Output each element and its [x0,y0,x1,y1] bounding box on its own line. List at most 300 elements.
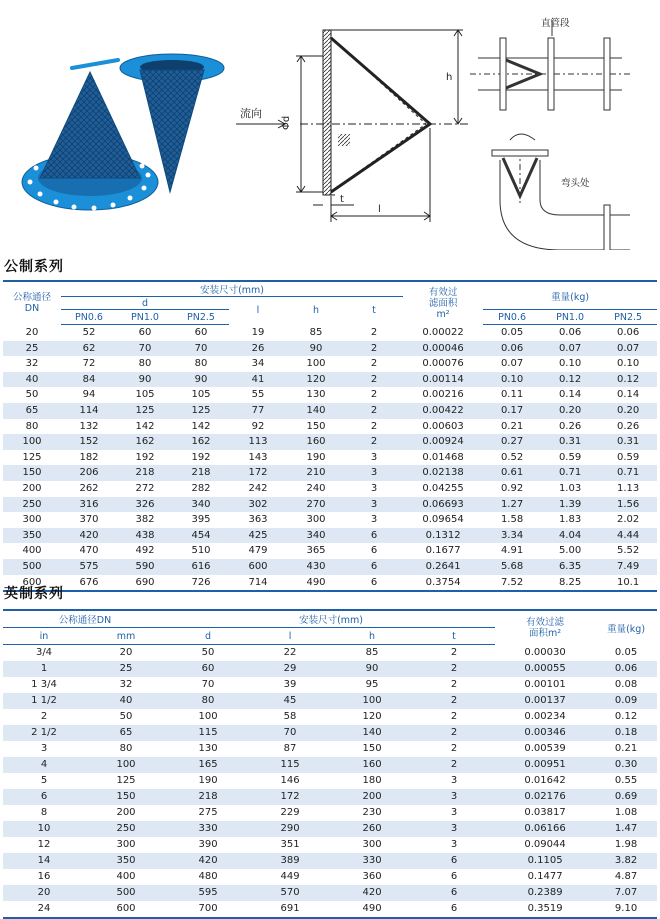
table-cell: 0.06693 [403,497,483,513]
table-cell: 80 [194,358,208,370]
table-cell: 1.83 [558,514,582,526]
table-cell: 0.17 [483,403,541,419]
table-cell: 94 [82,389,96,401]
table-cell: 0.30 [595,757,657,773]
table-cell: 62 [61,341,117,357]
table-cell: 192 [135,451,155,463]
table-cell: 4 [3,757,85,773]
table-cell: 19 [251,326,265,338]
table-cell: 65 [85,725,167,741]
table-cell: 370 [79,514,99,526]
table-cell: 6 [413,853,495,869]
table-cell: 25 [85,661,167,677]
table-cell: 0.26 [616,420,640,432]
table-row [3,387,657,403]
table-cell: 400 [116,871,136,882]
imperial-header-dn: 公称通径DN [3,610,167,628]
table-cell: 3 [413,789,495,805]
table-cell: 0.07 [599,341,657,357]
table-cell: 363 [248,514,268,526]
table-cell: 676 [61,575,117,592]
table-cell: 24 [3,901,85,918]
table-cell: 3/4 [35,647,53,658]
table-cell: 172 [229,465,287,481]
table-cell: 100 [3,434,61,450]
table-cell: 140 [287,403,345,419]
table-cell: 0.10 [558,358,582,370]
table-cell: 0.12 [541,372,599,388]
table-cell: 150 [85,789,167,805]
table-cell: 26 [229,341,287,357]
table-cell: 90 [173,372,229,388]
table-cell: 3 [450,807,458,818]
section-drawing [236,30,470,222]
table-cell: 190 [306,451,326,463]
table-row [3,709,657,725]
table-cell: 1.08 [614,807,638,818]
table-cell: 1.98 [614,839,638,850]
table-cell: 0.07 [500,358,524,370]
table-cell: 300 [22,514,42,526]
table-cell: 125 [116,775,136,786]
table-cell: 72 [82,358,96,370]
table-cell: 90 [331,661,413,677]
table-cell: 2 [450,647,458,658]
table-cell: 200 [331,789,413,805]
table-cell: 55 [251,389,265,401]
table-cell: 302 [229,497,287,513]
table-cell: 3 [450,839,458,850]
table-row [3,450,657,466]
table-cell: 600 [229,559,287,575]
table-cell: 365 [306,545,326,557]
table-cell: 690 [117,575,173,592]
table-cell: 0.00055 [495,661,595,677]
table-cell: 85 [365,647,379,658]
table-cell: 6 [413,885,495,901]
table-cell: 0.61 [483,465,541,481]
table-cell: 90 [287,341,345,357]
table-cell: 326 [117,497,173,513]
table-row [3,434,657,450]
table-cell: 2 [345,434,403,450]
table-cell: 8.25 [541,575,599,592]
table-cell: 714 [229,575,287,592]
table-cell: 90 [117,372,173,388]
table-cell: 6 [3,789,85,805]
table-cell: 1.03 [558,482,582,494]
table-row [3,325,657,341]
table-cell: 2 [345,403,403,419]
elbow-pipe-sketch [492,134,630,250]
table-cell: 0.31 [599,434,657,450]
table-cell: 3 [40,743,48,754]
table-cell: 4.91 [500,545,524,557]
metric-header-w-pn10: PN1.0 [541,310,599,325]
table-row [3,693,657,709]
table-cell: 0.71 [599,465,657,481]
table-cell: 360 [362,871,382,882]
table-cell: 4.87 [614,871,638,882]
table-cell: 142 [191,420,211,432]
table-cell: 100 [85,757,167,773]
table-cell: 3.34 [483,528,541,544]
table-cell: 162 [117,434,173,450]
metric-header-area: 有效过 滤面积 m² [428,286,458,320]
table-cell: 0.2389 [495,885,595,901]
table-cell: 150 [306,420,326,432]
table-cell: 60 [167,661,249,677]
table-cell: 2.02 [616,514,640,526]
metric-header-w-pn06: PN0.6 [483,310,541,325]
metric-table [3,280,657,592]
table-cell: 14 [3,853,85,869]
table-cell: 0.3754 [403,575,483,592]
table-cell: 0.21 [500,420,524,432]
cone-strainer-photo [22,72,158,211]
table-cell: 0.04255 [422,482,464,494]
table-cell: 8 [40,807,48,818]
table-cell: 80 [119,743,133,754]
table-cell: 0.10 [616,358,640,370]
table-cell: 2 [370,326,378,338]
table-cell: 200 [116,807,136,818]
table-cell: 0.00924 [403,434,483,450]
table-cell: 229 [280,807,300,818]
table-cell: 1.58 [500,514,524,526]
table-cell: 2 [450,711,458,722]
table-cell: 2 [370,420,378,432]
table-cell: 0.08 [614,679,638,690]
table-cell: 2 [370,358,378,370]
table-cell: 165 [167,757,249,773]
table-row [3,757,657,773]
table-cell: 182 [79,451,99,463]
imperial-header-weight: 重量(kg) [607,623,646,635]
imperial-header-t: t [413,628,495,645]
table-cell: 130 [198,743,218,754]
table-cell: 300 [362,839,382,850]
table-row [3,528,657,544]
table-cell: 600 [3,575,61,592]
table-cell: 2 [40,711,48,722]
table-cell: 0.2641 [403,559,483,575]
table-cell: 1.39 [541,497,599,513]
table-cell: 510 [191,545,211,557]
table-cell: 190 [198,775,218,786]
table-cell: 143 [248,451,268,463]
table-cell: 113 [229,434,287,450]
table-cell: 438 [117,528,173,544]
table-cell: 0.00046 [403,341,483,357]
table-cell: 2 [370,389,378,401]
table-cell: 0.09654 [422,514,464,526]
table-cell: 7.52 [483,575,541,592]
table-cell: 490 [287,575,345,592]
table-cell: 0.09 [595,693,657,709]
table-cell: 40 [85,693,167,709]
table-cell: 270 [287,497,345,513]
metric-header-d-pn10: PN1.0 [117,310,173,325]
table-cell: 130 [306,389,326,401]
imperial-header-mm: mm [85,628,167,645]
table-cell: 0.06 [483,341,541,357]
table-cell: 400 [22,545,42,557]
table-cell: 85 [309,326,323,338]
table-cell: 0.26 [558,420,582,432]
table-row [3,725,657,741]
table-cell: 480 [198,871,218,882]
table-row [3,512,657,528]
table-cell: 5.00 [558,545,582,557]
table-cell: 425 [229,528,287,544]
table-cell: 1 1/2 [3,693,85,709]
table-cell: 140 [331,725,413,741]
table-cell: 0.11 [500,389,524,401]
table-cell: 58 [283,711,297,722]
table-cell: 3 [370,514,378,526]
table-cell: 125 [173,403,229,419]
table-cell: 490 [331,901,413,918]
table-cell: 16 [37,871,51,882]
table-row [3,677,657,693]
table-cell: 590 [117,559,173,575]
table-cell: 0.1477 [527,871,563,882]
table-cell: 0.00030 [524,646,566,658]
table-cell: 6 [413,901,495,918]
table-cell: 34 [251,358,265,370]
table-cell: 449 [280,871,300,882]
table-row [3,575,657,592]
table-cell: 262 [79,482,99,494]
table-cell: 430 [287,559,345,575]
table-cell: 7.49 [599,559,657,575]
table-cell: 420 [331,885,413,901]
table-cell: 120 [362,711,382,722]
table-cell: 4.44 [599,528,657,544]
imperial-header-area: 有效过滤 面积m² [526,616,565,639]
table-cell: 32 [119,679,133,690]
table-cell: 0.1105 [495,853,595,869]
table-cell: 192 [191,451,211,463]
table-cell: 420 [167,853,249,869]
table-cell: 10 [3,821,85,837]
table-cell: 0.14 [558,389,582,401]
table-cell: 260 [331,821,413,837]
table-cell: 20 [3,885,85,901]
imperial-header-h: h [331,628,413,645]
table-cell: 210 [287,465,345,481]
table-cell: 0.18 [595,725,657,741]
table-cell: 316 [61,497,117,513]
table-cell: 5.68 [483,559,541,575]
table-cell: 0.92 [500,482,524,494]
table-cell: 2 [345,372,403,388]
table-row [3,805,657,821]
table-cell: 691 [249,901,331,918]
table-cell: 0.20 [599,403,657,419]
table-cell: 100 [331,693,413,709]
table-cell: 132 [79,420,99,432]
table-row [3,789,657,805]
table-cell: 160 [287,434,345,450]
table-cell: 87 [283,743,297,754]
table-cell: 0.1677 [425,545,461,557]
table-cell: 52 [82,327,96,338]
table-cell: 330 [331,853,413,869]
table-cell: 3 [370,451,378,463]
table-cell: 0.00603 [422,420,464,432]
table-cell: 0.69 [595,789,657,805]
table-row [3,465,657,481]
flow-label: 流向 [240,107,262,120]
table-cell: 0.00951 [495,757,595,773]
table-cell: 0.12 [599,372,657,388]
l-label: l [378,204,381,215]
metric-header-d: d [61,297,229,310]
table-cell: 3 [413,821,495,837]
table-cell: 0.06 [595,661,657,677]
table-cell: 45 [249,693,331,709]
metric-header-d-pn25: PN2.5 [173,310,229,325]
table-cell: 41 [229,372,287,388]
h-label: h [446,72,453,83]
table-cell: 115 [167,725,249,741]
table-cell: 152 [61,434,117,450]
table-cell: 114 [61,403,117,419]
table-cell: 206 [61,465,117,481]
table-cell: 4.04 [541,528,599,544]
table-cell: 1.56 [599,497,657,513]
table-cell: 65 [3,403,61,419]
table-cell: 0.09044 [524,839,566,850]
table-cell: 2 [450,743,458,754]
table-cell: 726 [173,575,229,592]
metric-header-d-pn06: PN0.6 [61,310,117,325]
metric-header-h: h [312,305,320,317]
table-cell: 0.20 [541,403,599,419]
table-cell: 0.00137 [495,693,595,709]
table-cell: 12 [37,839,51,850]
table-cell: 218 [117,465,173,481]
table-cell: 0.06166 [495,821,595,837]
table-cell: 0.00022 [422,326,464,338]
imperial-header-install: 安装尺寸(mm) [167,610,495,628]
table-cell: 500 [85,885,167,901]
table-cell: 230 [362,807,382,818]
table-cell: 105 [191,389,211,401]
product-illustration [0,0,660,250]
table-cell: 0.10 [483,372,541,388]
table-cell: 330 [167,821,249,837]
table-cell: 218 [173,465,229,481]
table-cell: 25 [3,341,61,357]
table-cell: 395 [191,514,211,526]
table-cell: 105 [135,389,155,401]
table-cell: 2 1/2 [3,725,85,741]
metric-header-l: l [256,305,260,317]
table-row [3,741,657,757]
table-cell: 32 [25,358,39,370]
table-cell: 600 [85,901,167,918]
table-cell: 250 [85,821,167,837]
table-cell: 390 [198,839,218,850]
table-cell: 1.27 [483,497,541,513]
table-row [3,869,657,885]
table-cell: 50 [201,647,215,658]
table-cell: 142 [135,420,155,432]
imperial-header-d: d [167,628,249,645]
table-cell: 125 [22,451,42,463]
table-cell: 77 [229,403,287,419]
table-cell: 80 [167,693,249,709]
table-cell: 2 [450,679,458,690]
table-row [3,773,657,789]
table-cell: 0.00539 [524,743,566,754]
table-cell: 300 [116,839,136,850]
table-cell: 0.00422 [403,403,483,419]
table-cell: 2 [413,757,495,773]
table-cell: 6.35 [541,559,599,575]
table-cell: 0.12 [614,711,638,722]
table-cell: 340 [173,497,229,513]
table-row [3,543,657,559]
table-cell: 172 [249,789,331,805]
table-cell: 92 [251,420,265,432]
metric-header-t: t [372,305,376,317]
table-cell: 0.00114 [403,372,483,388]
table-cell: 0.14 [616,389,640,401]
table-cell: 389 [249,853,331,869]
phi-d-label: Φd [281,115,292,130]
table-cell: 125 [117,403,173,419]
table-row [3,497,657,513]
table-cell: 100 [306,358,326,370]
table-cell: 0.00101 [524,679,566,690]
table-cell: 0.00346 [495,725,595,741]
table-cell: 290 [249,821,331,837]
table-cell: 1 3/4 [31,679,57,690]
table-cell: 0.06 [558,327,582,338]
table-cell: 0.3519 [495,901,595,918]
table-row [3,559,657,575]
table-cell: 7.07 [595,885,657,901]
metric-header-install: 安装尺寸(mm) [61,281,403,297]
table-cell: 351 [280,839,300,850]
table-cell: 0.02138 [403,465,483,481]
illustration-svg [0,0,660,250]
table-cell: 80 [25,420,39,432]
imperial-table [3,609,657,919]
table-cell: 120 [287,372,345,388]
table-cell: 5.52 [616,545,640,557]
table-cell: 0.00076 [422,358,464,370]
table-cell: 479 [248,545,268,557]
table-cell: 250 [3,497,61,513]
table-cell: 20 [25,326,39,338]
table-cell: 50 [119,711,133,722]
imperial-header-l: l [249,628,331,645]
table-cell: 272 [135,482,155,494]
table-cell: 115 [249,757,331,773]
table-cell: 570 [249,885,331,901]
table-cell: 218 [167,789,249,805]
table-cell: 3 [345,497,403,513]
table-cell: 470 [79,545,99,557]
table-cell: 84 [61,372,117,388]
table-cell: 22 [283,647,297,658]
imperial-table-body [3,645,657,919]
